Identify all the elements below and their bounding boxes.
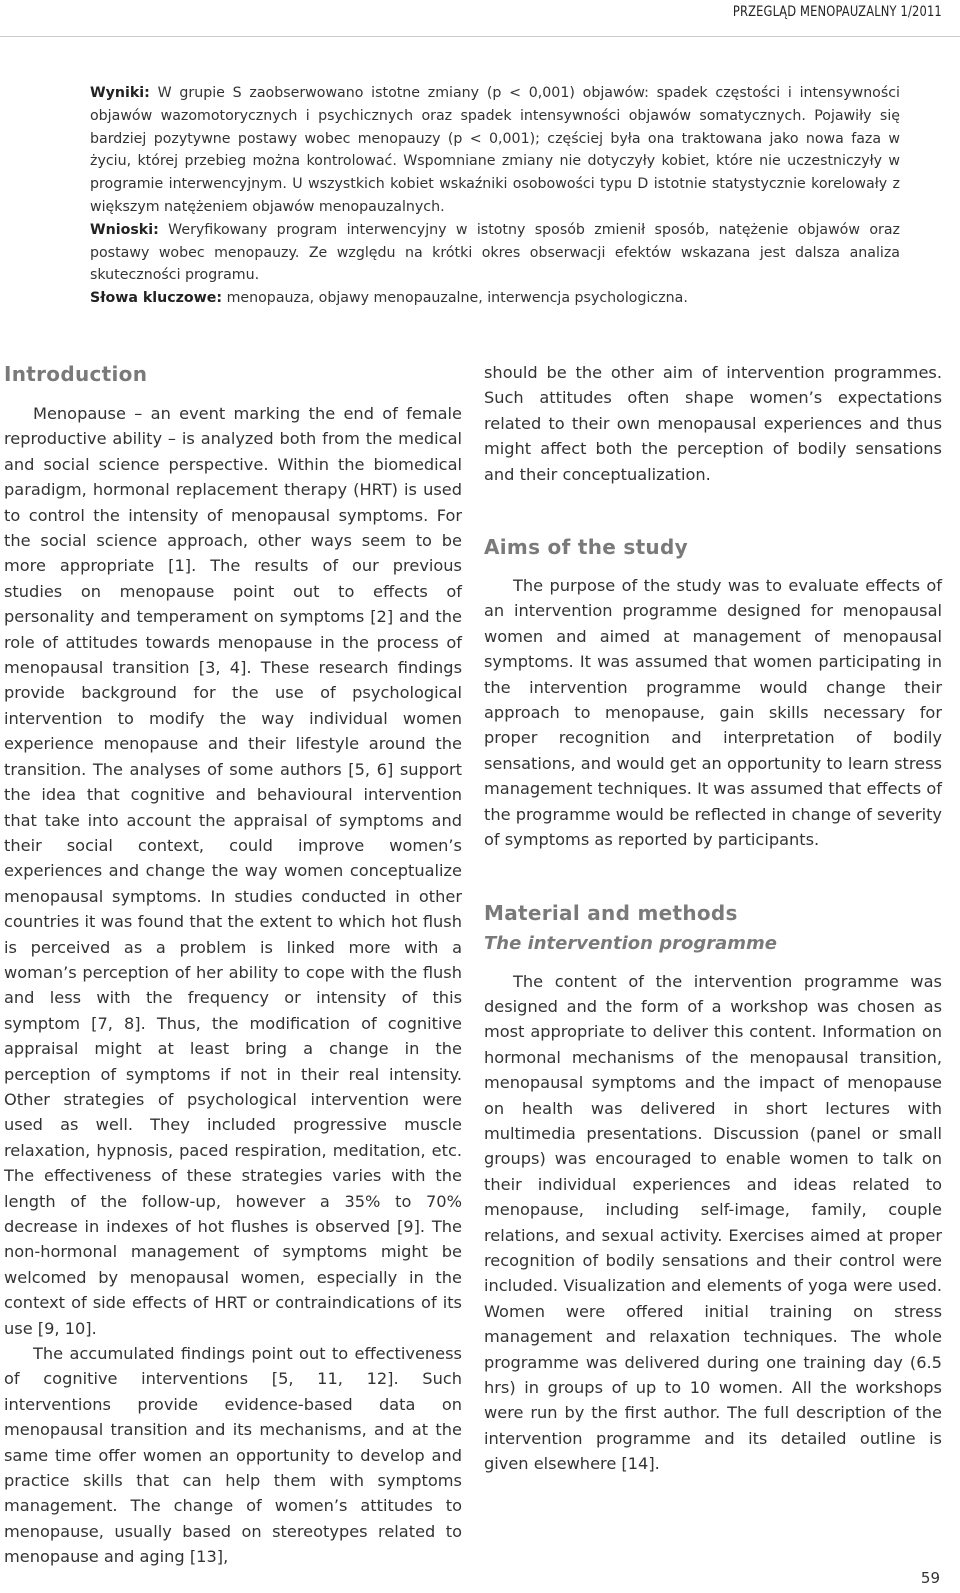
methods-paragraph: The content of the intervention programme was designed and the form of a workshop was chosen as most appropriate to deliver this content. Information on hormonal mechanisms of the menopausal transition, menopausal symptoms and the impact of menopause on health was delivered in short lectures with multimedia presentations. Discussion (panel or small groups) was encouraged to enable women to talk on their individual experiences and ideas related to menopause, including self-image, family, couple relations, and sexual activity. Exercises aimed at proper recognition of bodily sensations and their control were included. Visualization and elements of yoga were used. Women were offered initial training on stress management and relaxation techniques. The whole programme was delivered during one training day (6.5 hrs) in groups of up to 10 women. All the workshops were run by the first author. The full description of the intervention programme and its detailed outline is given elsewhere [14]. (484, 971, 942, 1474)
aims-heading: Aims of the study (484, 535, 688, 560)
abstract-conclusions (90, 219, 900, 287)
abstract-results (90, 82, 900, 219)
aims-paragraph: The purpose of the study was to evaluate effects of an intervention programme designed for menopausal women and aimed at management of menopausal symptoms. It was assumed that women participating in the intervention programme would change their approach to menopause, gain skills necessary for proper recognition and interpretation of bodily sensations, and would get an opportunity to learn stress management techniques. It was assumed that effects of the programme would be reflected in change of severity of symptoms as reported by participants. (484, 576, 942, 850)
introduction-paragraph-1: Menopause – an event marking the end of female reproductive ability – is analyzed both from the medical and social science perspective. Within the biomedical paradigm, hormonal replacement therapy (HRT) is used to control the intensity of menopausal symptoms. For the social science approach, other ways seem to be more appropriate [1]. The results of our previous studies on menopause point out to effects of personality and temperament on symptoms [2] and the role of attitudes towards menopause in the process of menopausal transition [3, 4]. These research findings provide background for the use of psychological intervention to modify the way individual women experience menopause and their lifestyle around the transition. The analyses of some authors [5, 6] support the idea that cognitive and behavioural intervention that take into account the appraisal of symptoms and their social context, could improve women’s experiences and change the way women conceptualize menopausal symptoms. In studies conducted in other countries it was found that the extent to which hot flush is perceived as a problem is linked more with a woman’s perception of her ability to cope with the flush and less with the frequency or intensity of this symptom [7, 8]. Thus, the modification of cognitive appraisal might at least bring a change in the perception of symptoms if not in their real intensity. Other strategies of psychological intervention were used as well. They included progressive muscle relaxation, hypnosis, paced respiration, meditation, etc. The effectiveness of these strategies varies with the length of the follow-up, however a 35% to 70% decrease in indexes of hot flushes is observed [9]. The non-hormonal management of symptoms might be welcomed by menopausal women, especially in the context of side effects of HRT or contraindications of its use [9, 10]. (4, 404, 462, 1338)
keywords-text: menopauza, objawy menopauzalne, interwencja psychologiczna. (222, 290, 688, 307)
introduction-heading: Introduction (4, 362, 148, 386)
conclusions-label: Wnioski: (90, 221, 159, 238)
keywords-label: Słowa kluczowe: (90, 290, 223, 307)
left-column (4, 360, 462, 1570)
results-text: W grupie S zaobserwowano istotne zmiany (p < 0,001) objawów: spadek częstości i intensywności objawów wazomotorycznych i psychicznych oraz spadek intensywności objawów somatycznych. Pojawiły się bardziej pozytywne postawy wobec menopauzy (p < 0,001); częściej była ona traktowana jako nowa faza w życiu, której przebieg można kontrolować. Wspomniane zmiany nie dotyczyły kobiet, które nie uczestniczyły w programie interwencyjnym. U wszystkich kobiet wskaźniki osobowości typu D istotnie statystycznie korelowały z większym natężeniem objawów menopauzalnych. (90, 85, 900, 215)
introduction-paragraph-3: should be the other aim of intervention programmes. Such attitudes often shape women’s expectations related to their own menopausal experiences and thus might affect both the perception of bodily sensations and their conceptualization. (484, 363, 942, 484)
running-header: PRZEGLĄD MENOPAUZALNY 1/2011 (732, 4, 942, 20)
intervention-subheading: The intervention programme (484, 932, 777, 954)
introduction-paragraph-2: The accumulated findings point out to effectiveness of cognitive interventions [5, 11, 12]. Such interventions provide evidence-based data on menopausal transition and its mechanisms, and at the same time offer women an opportunity to develop and practice skills that can help them with symptoms management. The change of women’s attitudes to menopause, usually based on stereotypes related to menopause and aging [13], (4, 1344, 462, 1567)
right-column (484, 360, 942, 1477)
header-divider (0, 36, 960, 37)
page-number: 59 (920, 1569, 940, 1587)
results-label: Wyniki: (90, 85, 150, 101)
abstract-polish (90, 82, 900, 310)
methods-heading: Material and methods (484, 900, 738, 925)
conclusions-text: Weryfikowany program interwencyjny w istotny sposób zmienił sposób, natężenie objawów oraz postawy wobec menopauzy. Ze względu na krótki okres obserwacji efektów wskazana jest dalsza analiza skuteczności programu. (90, 221, 900, 284)
abstract-keywords (90, 287, 900, 310)
